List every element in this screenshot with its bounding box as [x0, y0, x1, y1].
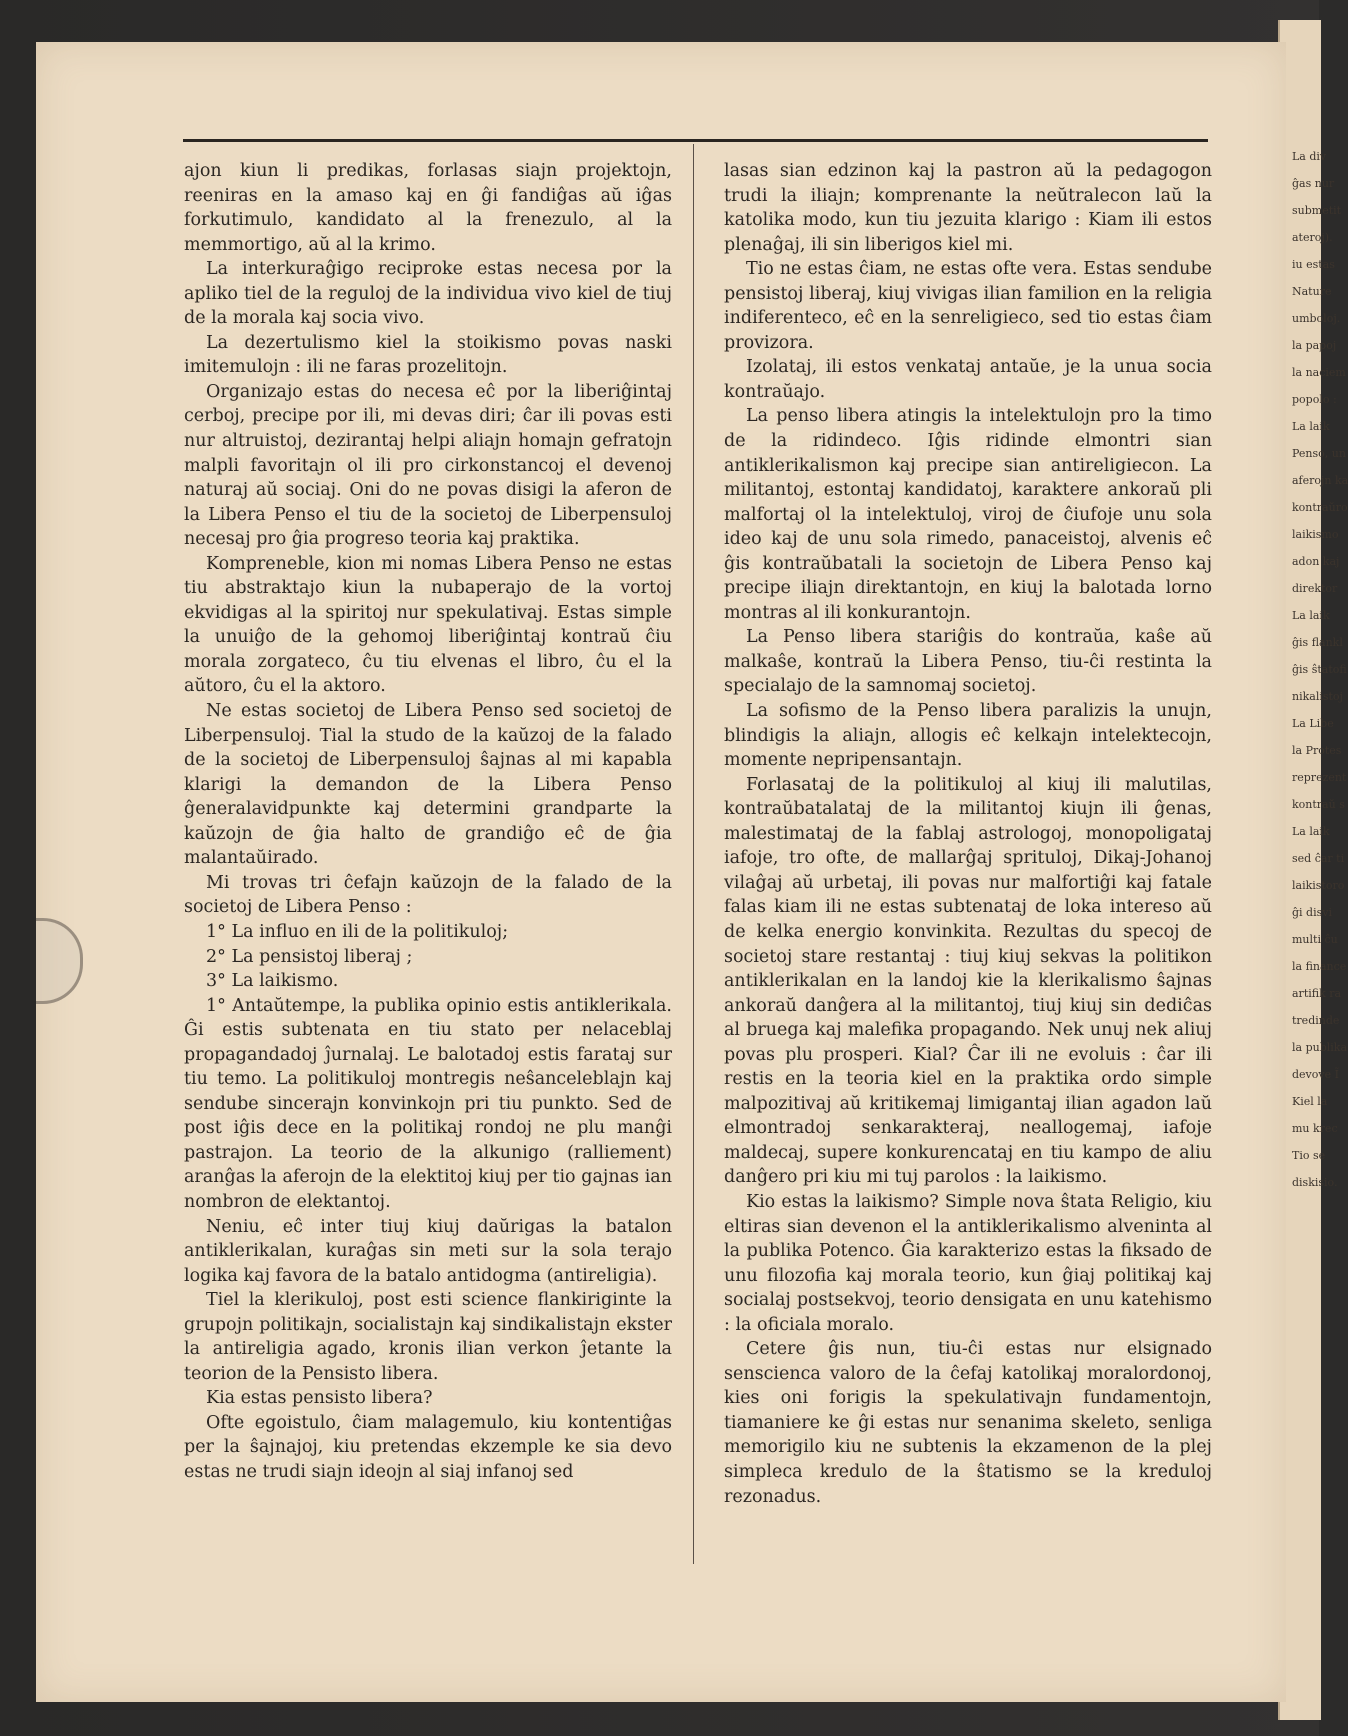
paragraph: La dezertulismo kiel la stoikismo povas naski imitemulojn : ili ne faras prozelitojn. — [184, 332, 672, 378]
adjacent-page-fragment: la finance — [1292, 960, 1347, 973]
adjacent-page-fragment: umboloj. — [1292, 312, 1341, 325]
list-item: 2° La pensistoj liberaj ; — [206, 946, 413, 967]
list-item: 1° La influo en ili de la politikuloj; — [206, 921, 509, 942]
adjacent-page-fragment: ĝis ŝtatofi — [1292, 663, 1347, 676]
adjacent-page-fragment: iu estas — [1292, 258, 1335, 271]
paragraph: ajon kiun li predikas, forlasas siajn projektojn, reeniras en la amaso kaj en ĝi fandiĝas aŭ iĝas forkutimulo, kandidato al la frenezulo, al la memmortigo, aŭ al la krimo. — [184, 161, 672, 255]
adjacent-page-fragment: La laik — [1292, 825, 1330, 838]
paragraph: Tio ne estas ĉiam, ne estas ofte vera. Estas sendube pensistoj liberaj, kiuj vivigas ilian familion en la religia indiferenteco, eĉ en la senreligieco, sed tio estas ĉiam provizora. — [724, 259, 1212, 353]
right-column — [724, 159, 1212, 1509]
paragraph: 1° Antaŭtempe, la publika opinio estis antiklerikala. Ĝi estis subtenata en tiu stato per nelaceblaj propagandadoj ĵurnalaj. Le balotadoj estis farataj sur tiu temo. La politikuloj montregis neŝanceleblajn kaj sendube sincerajn konvinkojn pri tiu punkto. Sed de post iĝis dece en la politikaj rondoj ne plu manĝi pastrajon. La teorio de la alkunigo (ralliement) aranĝas la aferojn de la elektitoj kiuj per tio gajnas ian nombron de elektantoj. — [184, 995, 672, 1212]
adjacent-page-fragment: sed ĉar ti — [1292, 852, 1345, 865]
adjacent-page-fragment: mu krec — [1292, 1122, 1338, 1135]
adjacent-page-fragment: Nature — [1292, 285, 1332, 298]
adjacent-page-fragment: direktor — [1292, 582, 1338, 595]
adjacent-page-fragment: adon kaj — [1292, 555, 1340, 568]
adjacent-page-fragment: La laik — [1292, 420, 1330, 433]
paragraph: lasas sian edzinon kaj la pastron aŭ la pedagogon trudi la iliajn; komprenante la neŭtralecon laŭ la katolika modo, kun tiu jezuita klarigo : Kiam ili estos plenaĝaj, ili sin liberigos kiel mi. — [724, 161, 1212, 255]
adjacent-page-fragment: la Protes — [1292, 744, 1342, 757]
adjacent-page-fragment: submetit — [1292, 204, 1342, 217]
adjacent-page-fragment: kontraŭro — [1292, 501, 1348, 514]
adjacent-page-fragment: reprezent — [1292, 771, 1347, 784]
paragraph: Cetere ĝis nun, tiu-ĉi estas nur elsignado senscienca valoro de la ĉefaj katolikaj moralordonoj, kies oni forigis la spekulativajn fundamentojn, tiamaniere ke ĝi estas nur senanima skeleto, senliga memorigilo kiu ne subtenis la ekzamenon de la plej simpleca kredulo de la ŝtatismo se la kreduloj rezonadus. — [724, 1339, 1212, 1507]
paragraph: Organizajo estas do necesa eĉ por la liberiĝintaj cerboj, precipe por ili, mi devas diri; ĉar ili povas esti nur altruistoj, dezirantaj helpi aliajn homajn gefratojn malpli favoritajn ol ili pro cirkonstancoj el devenoj naturaj aŭ sociaj. Oni do ne povas disigi la aferon de la Libera Penso el tiu de la societoj de Liberpensuloj necesaj pro ĝia progreso teoria kaj praktika. — [184, 381, 672, 550]
adjacent-page-fragment: popolo : — [1292, 393, 1337, 406]
paragraph: Kia estas pensisto libera? — [206, 1388, 433, 1409]
paragraph: Ofte egoistulo, ĉiam malagemulo, kiu kontentiĝas per la ŝajnajoj, kiu pretendas ekzemple ke sia devo estas ne trudi siajn ideojn al siaj infanoj sed — [184, 1412, 672, 1482]
adjacent-page-fragment: La Libe — [1292, 717, 1334, 730]
list-item: 3° La laikismo. — [206, 971, 339, 992]
adjacent-page-fragment: ĝis flankl — [1292, 636, 1343, 649]
paragraph: Izolataj, ili estos venkataj antaŭe, je la unua socia kontraŭajo. — [724, 357, 1212, 402]
adjacent-page-fragment: la papoj — [1292, 339, 1337, 352]
adjacent-page-fragment: multi ĉu — [1292, 933, 1338, 946]
adjacent-page-fragment: Tio se — [1292, 1149, 1326, 1162]
paragraph: La sofismo de la Penso libera paralizis la unujn, blindigis la aliajn, allogis eĉ kelkajn intelektecojn, momente nepripensantajn. — [724, 701, 1212, 771]
paragraph: La interkuraĝigo reciproke estas necesa por la apliko tiel de la reguloj de la individua vivo kiel de tiuj de la morala kaj socia vivo. — [184, 259, 672, 329]
paragraph: Mi trovas tri ĉefajn kaŭzojn de la falado de la societoj de Libera Penso : — [184, 872, 672, 918]
column-divider — [693, 144, 694, 1564]
adjacent-page-fragment: kontraŭ s — [1292, 798, 1345, 811]
adjacent-page-fragment: la naciem — [1292, 366, 1346, 379]
paragraph: Neniu, eĉ inter tiuj kiuj daŭrigas la batalon antiklerikalan, kuraĝas sin meti sur la sola terajo logika kaj favora de la batalo antidogma (antireligia). — [184, 1216, 672, 1286]
adjacent-page-fragment: La div — [1292, 150, 1327, 163]
adjacent-page-fragment: laikistoro — [1292, 879, 1345, 892]
adjacent-page-fragment: Penso, un — [1292, 447, 1346, 460]
header-rule — [183, 139, 1208, 142]
adjacent-page-fragment: nikalistoj — [1292, 690, 1343, 703]
adjacent-page-fragment: devove Ĩ — [1292, 1068, 1339, 1081]
paragraph: Tiel la klerikuloj, post esti science flankiriginte la grupojn politikajn, socialistajn kaj sindikalistajn ekster la antireligia agado, kronis ilian verkon ĵetante la teorion de la Pensisto libera. — [184, 1290, 672, 1384]
paragraph: Kio estas la laikismo? Simple nova ŝtata Religio, kiu eltiras sian devenon el la antiklerikalismo alveninta al la publika Potenco. Ĝia karakterizo estas la fiksado de unu filozofia kaj morala teorio, kun ĝiaj politikaj kaj socialaj postsekvoj, teorio densigata en unu katehismo : la oficiala moralo. — [724, 1191, 1212, 1335]
adjacent-page-fragment: laikismo — [1292, 528, 1339, 541]
adjacent-page-fragment: artifik ra — [1292, 987, 1342, 1000]
adjacent-page-fragment: La laik — [1292, 609, 1330, 622]
paragraph: La penso libera atingis la intelektulojn pro la timo de la ridindeco. Iĝis ridinde elmontri sian antiklerikalismon kaj precipe sian antireligiecon. La militantoj, estontaj kandidatoj, karaktere ankoraŭ pli malfortaj ol la intelektuloj, viroj de ĉiufoje unu sola ideo kaj de unu sola rimedo, panaceistoj, alvenis eĉ ĝis kontraŭbatali la societojn de Libera Penso kaj precipe iliajn direktantojn, en kiuj la balotada lorno montras al ili konkurantojn. — [724, 406, 1212, 623]
paragraph: Forlasataj de la politikuloj al kiuj ili malutilas, kontraŭbatalataj de la militantoj kiujn ili ĝenas, malestimataj de la fablaj astrologoj, monopoligataj iafoje, tro ofte, de mallarĝaj sprituloj, Dikaj-Johanoj vilaĝaj aŭ urbetaj, ili povas nur malfortiĝi kaj fatale falas kiam ili ne estas subtenataj de loka intereso aŭ de kelka energio konvinkita. Rezultas du specoj de societoj stare restantaj : tiuj kiuj sekvas la politikon antiklerikalan en la landoj kie la klerikalismo ŝajnas ankoraŭ danĝera al la militantoj, tiuj kiuj sin dediĉas al bruega kaj malefika propagando. Nek unuj nek aliuj povas plu prosperi. Kial? Ĉar ili ne evoluis : ĉar ili restis en la teoria kiel en la praktika ordo simple malpozitivaj aŭ kritikemaj limigantaj ilian agadon laŭ elmontradoj senkarakteraj, neallogemaj, iafoje maldecaj, supere konkurencataj en tiu kampo de aliu danĝero pri kiu mi tuj parolos : la laikismo. — [724, 774, 1212, 1188]
adjacent-page-fragment: Kiel la — [1292, 1095, 1328, 1108]
paragraph: La Penso libera stariĝis do kontraŭa, kaŝe aŭ malkaŝe, kontraŭ la Libera Penso, tiu-ĉi restinta la specialajo de la samnomaj societoj. — [724, 627, 1212, 697]
adjacent-page-fragment: aferojn ka — [1292, 474, 1348, 487]
adjacent-page-fragment: ateroj). — [1292, 231, 1333, 244]
paragraph: Ne estas societoj de Libera Penso sed societoj de Liberpensuloj. Tial la studo de la kaŭzoj de la falado de la societoj de Liberpensuloj ŝajnas al mi kapabla klarigi la demandon de la Libera Penso ĝeneralavidpunkte kaj determini grandparte la kaŭzojn de ĝia halto de grandiĝo eĉ de ĝia malantaŭirado. — [184, 701, 672, 869]
adjacent-page-fragment: tredinde — [1292, 1014, 1340, 1027]
left-column — [184, 159, 672, 1485]
adjacent-page-fragment: la publika — [1292, 1041, 1347, 1054]
adjacent-page-fragment: ĝi disvi — [1292, 906, 1332, 919]
adjacent-page-fragment: ĝas nur — [1292, 177, 1335, 190]
paragraph: Kompreneble, kion mi nomas Libera Penso ne estas tiu abstraktajo kiun la nubaperajo de la vortoj ekvidigas al la spiritoj nur spekulativaj. Estas simple la unuiĝo de la gehomoj liberiĝintaj kontraŭ ĉiu morala zorgateco, ĉu tiu elvenas el libro, ĉu el la aŭtoro, ĉu el la aktoro. — [184, 553, 672, 697]
adjacent-page-fragment: diskisio. — [1292, 1176, 1338, 1189]
